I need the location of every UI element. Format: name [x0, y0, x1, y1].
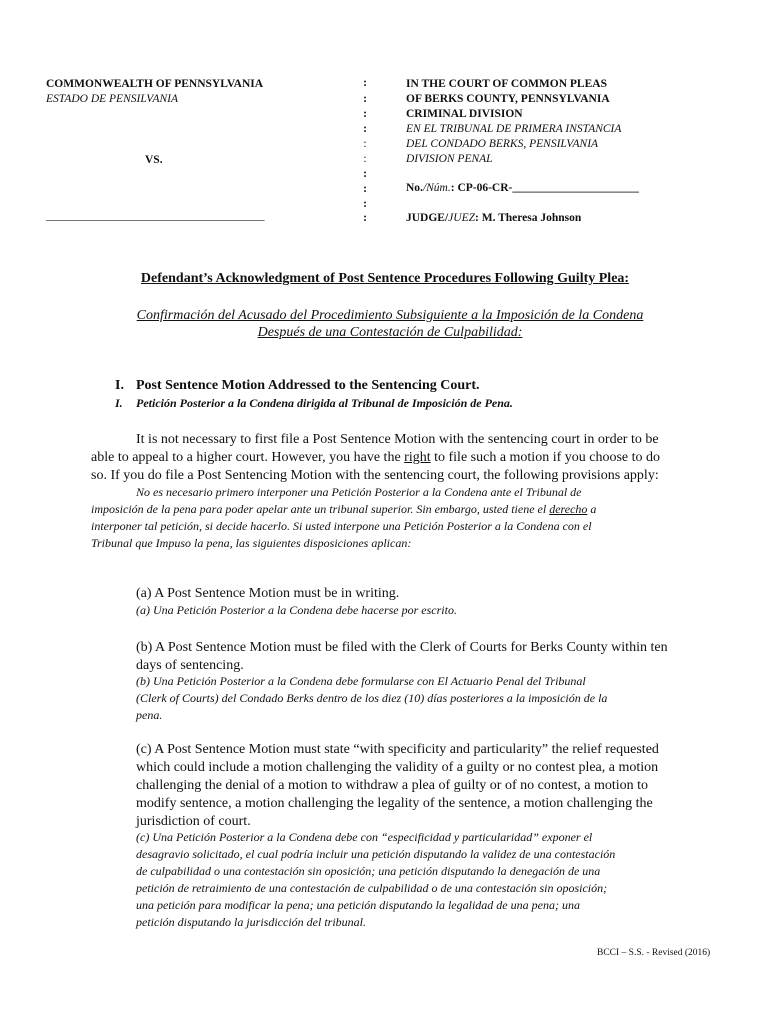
item-c-en-line1: (c) A Post Sentence Motion must state “with specificity and particularity” the relief requested: [136, 742, 659, 757]
item-b-en-line2: days of sentencing.: [136, 658, 244, 673]
colon-divider: :: [363, 108, 367, 120]
versus-label: VS.: [145, 154, 163, 166]
item-a-en: (a) A Post Sentence Motion must be in writing.: [136, 586, 400, 601]
colon-divider: :: [363, 123, 367, 135]
item-c-en-line4: modify sentence, a motion challenging the legality of the sentence, a motion challenging the: [136, 796, 653, 811]
case-number-label-es: /Núm.: [422, 182, 451, 194]
intro-es-text: a: [587, 502, 597, 516]
court-name-line2: OF BERKS COUNTY, PENNSYLVANIA: [406, 93, 610, 105]
item-b-en-line1: (b) A Post Sentence Motion must be filed with the Clerk of Courts for Berks County within ten: [136, 640, 668, 655]
item-b-es-line2: (Clerk of Courts) del Condado Berks dentro de los diez (10) días posteriores a la imposición de la: [136, 691, 608, 705]
judge-label: JUDGE/: [406, 212, 449, 224]
intro-en-line2: [91, 448, 660, 467]
intro-es-text: imposición de la pena para poder apelar ante un tribunal superior. Sin embargo, usted tiene el: [91, 502, 550, 516]
colon-divider: :: [363, 77, 367, 89]
colon-divider: :: [363, 93, 367, 105]
document-subtitle-line2: Después de una Contestación de Culpabilidad:: [257, 325, 523, 340]
item-b-es-line1: (b) Una Petición Posterior a la Condena debe formularse con El Actuario Penal del Tribunal: [136, 674, 586, 688]
item-c-es-line2: desagravio solicitado, el cual podría incluir una petición disputando la validez de una contestación: [136, 847, 616, 861]
form-revision-footer: BCCI – S.S. - Revised (2016): [597, 948, 711, 958]
case-number-label: No.: [406, 182, 423, 194]
court-name-es-line1: EN EL TRIBUNAL DE PRIMERA INSTANCIA: [406, 123, 622, 135]
item-c-es-line3: de culpabilidad o una contestación sin oposición; una petición disputando la denegación de una: [136, 864, 601, 878]
estado-label: ESTADO DE PENSILVANIA: [46, 93, 179, 105]
item-c-en-line2: which could include a motion challenging the validity of a guilty or no contest plea, a motion: [136, 760, 659, 775]
court-name-es-line2: DEL CONDADO BERKS, PENSILVANIA: [406, 138, 599, 150]
section-heading: Post Sentence Motion Addressed to the Sentencing Court.: [136, 378, 480, 393]
intro-en-text: able to appeal to a higher court. However, you have the: [91, 450, 405, 465]
intro-en-line3: so. If you do file a Post Sentencing Motion with the sentencing court, the following provisions apply:: [91, 468, 659, 483]
item-c-es-line6: petición disputando la jurisdicción del tribunal.: [136, 915, 366, 929]
defendant-name-blank: ______________________________________: [46, 210, 265, 222]
right-underlined: right: [404, 450, 431, 465]
intro-es-line4: Tribunal que Impuso la pena, las siguientes disposiciones aplican:: [91, 536, 412, 550]
judge-line: [406, 211, 581, 225]
intro-es-line2: [91, 501, 596, 518]
judge-label-es: JUEZ: [448, 212, 476, 224]
item-c-es-line5: una petición para modificar la pena; una petición disputando la legalidad de una pena; una: [136, 898, 580, 912]
case-number-value: : CP-06-CR-______________________: [450, 182, 639, 194]
section-heading-es: Petición Posterior a la Condena dirigida al Tribunal de Imposición de Pena.: [136, 396, 513, 410]
colon-divider: :: [363, 138, 367, 150]
court-division: CRIMINAL DIVISION: [406, 108, 523, 120]
item-c-en-line3: challenging the denial of a motion to withdraw a plea of guilty or of no contest, a motion to: [136, 778, 649, 793]
item-b-es-line3: pena.: [136, 708, 163, 722]
item-a-es: (a) Una Petición Posterior a la Condena debe hacerse por escrito.: [136, 603, 457, 617]
derecho-underlined: derecho: [549, 502, 588, 516]
colon-divider: :: [363, 212, 367, 224]
item-c-en-line5: jurisdiction of court.: [136, 814, 251, 829]
case-number: [406, 181, 639, 195]
colon-divider: :: [363, 198, 367, 210]
item-c-es-line1: (c) Una Petición Posterior a la Condena debe con “especificidad y particularidad” exponer el: [136, 830, 593, 844]
court-division-es: DIVISION PENAL: [406, 153, 493, 165]
colon-divider: :: [363, 168, 367, 180]
colon-divider: :: [363, 153, 367, 165]
section-number: I.: [115, 378, 124, 393]
document-title: Defendant’s Acknowledgment of Post Sentence Procedures Following Guilty Plea:: [140, 271, 630, 286]
judge-name: : M. Theresa Johnson: [475, 212, 582, 224]
intro-en-line1: It is not necessary to first file a Post Sentence Motion with the sentencing court in order to be: [136, 432, 659, 447]
intro-en-text: to file such a motion if you choose to do: [430, 450, 661, 465]
item-c-es-line4: petición de retraimiento de una contestación de culpabilidad o de una contestación sin oposición;: [136, 881, 608, 895]
section-number-es: I.: [115, 396, 123, 410]
colon-divider: :: [363, 183, 367, 195]
court-name-line1: IN THE COURT OF COMMON PLEAS: [406, 78, 607, 90]
document-subtitle-line1: Confirmación del Acusado del Procedimiento Subsiguiente a la Imposición de la Condena: [136, 308, 644, 323]
intro-es-line1: No es necesario primero interponer una Petición Posterior a la Condena ante el Tribunal de: [136, 485, 582, 499]
intro-es-line3: interponer tal petición, si decide hacerlo. Si usted interpone una Petición Posterior a la Condena con el: [91, 519, 592, 533]
commonwealth-label: COMMONWEALTH OF PENNSYLVANIA: [46, 78, 264, 90]
